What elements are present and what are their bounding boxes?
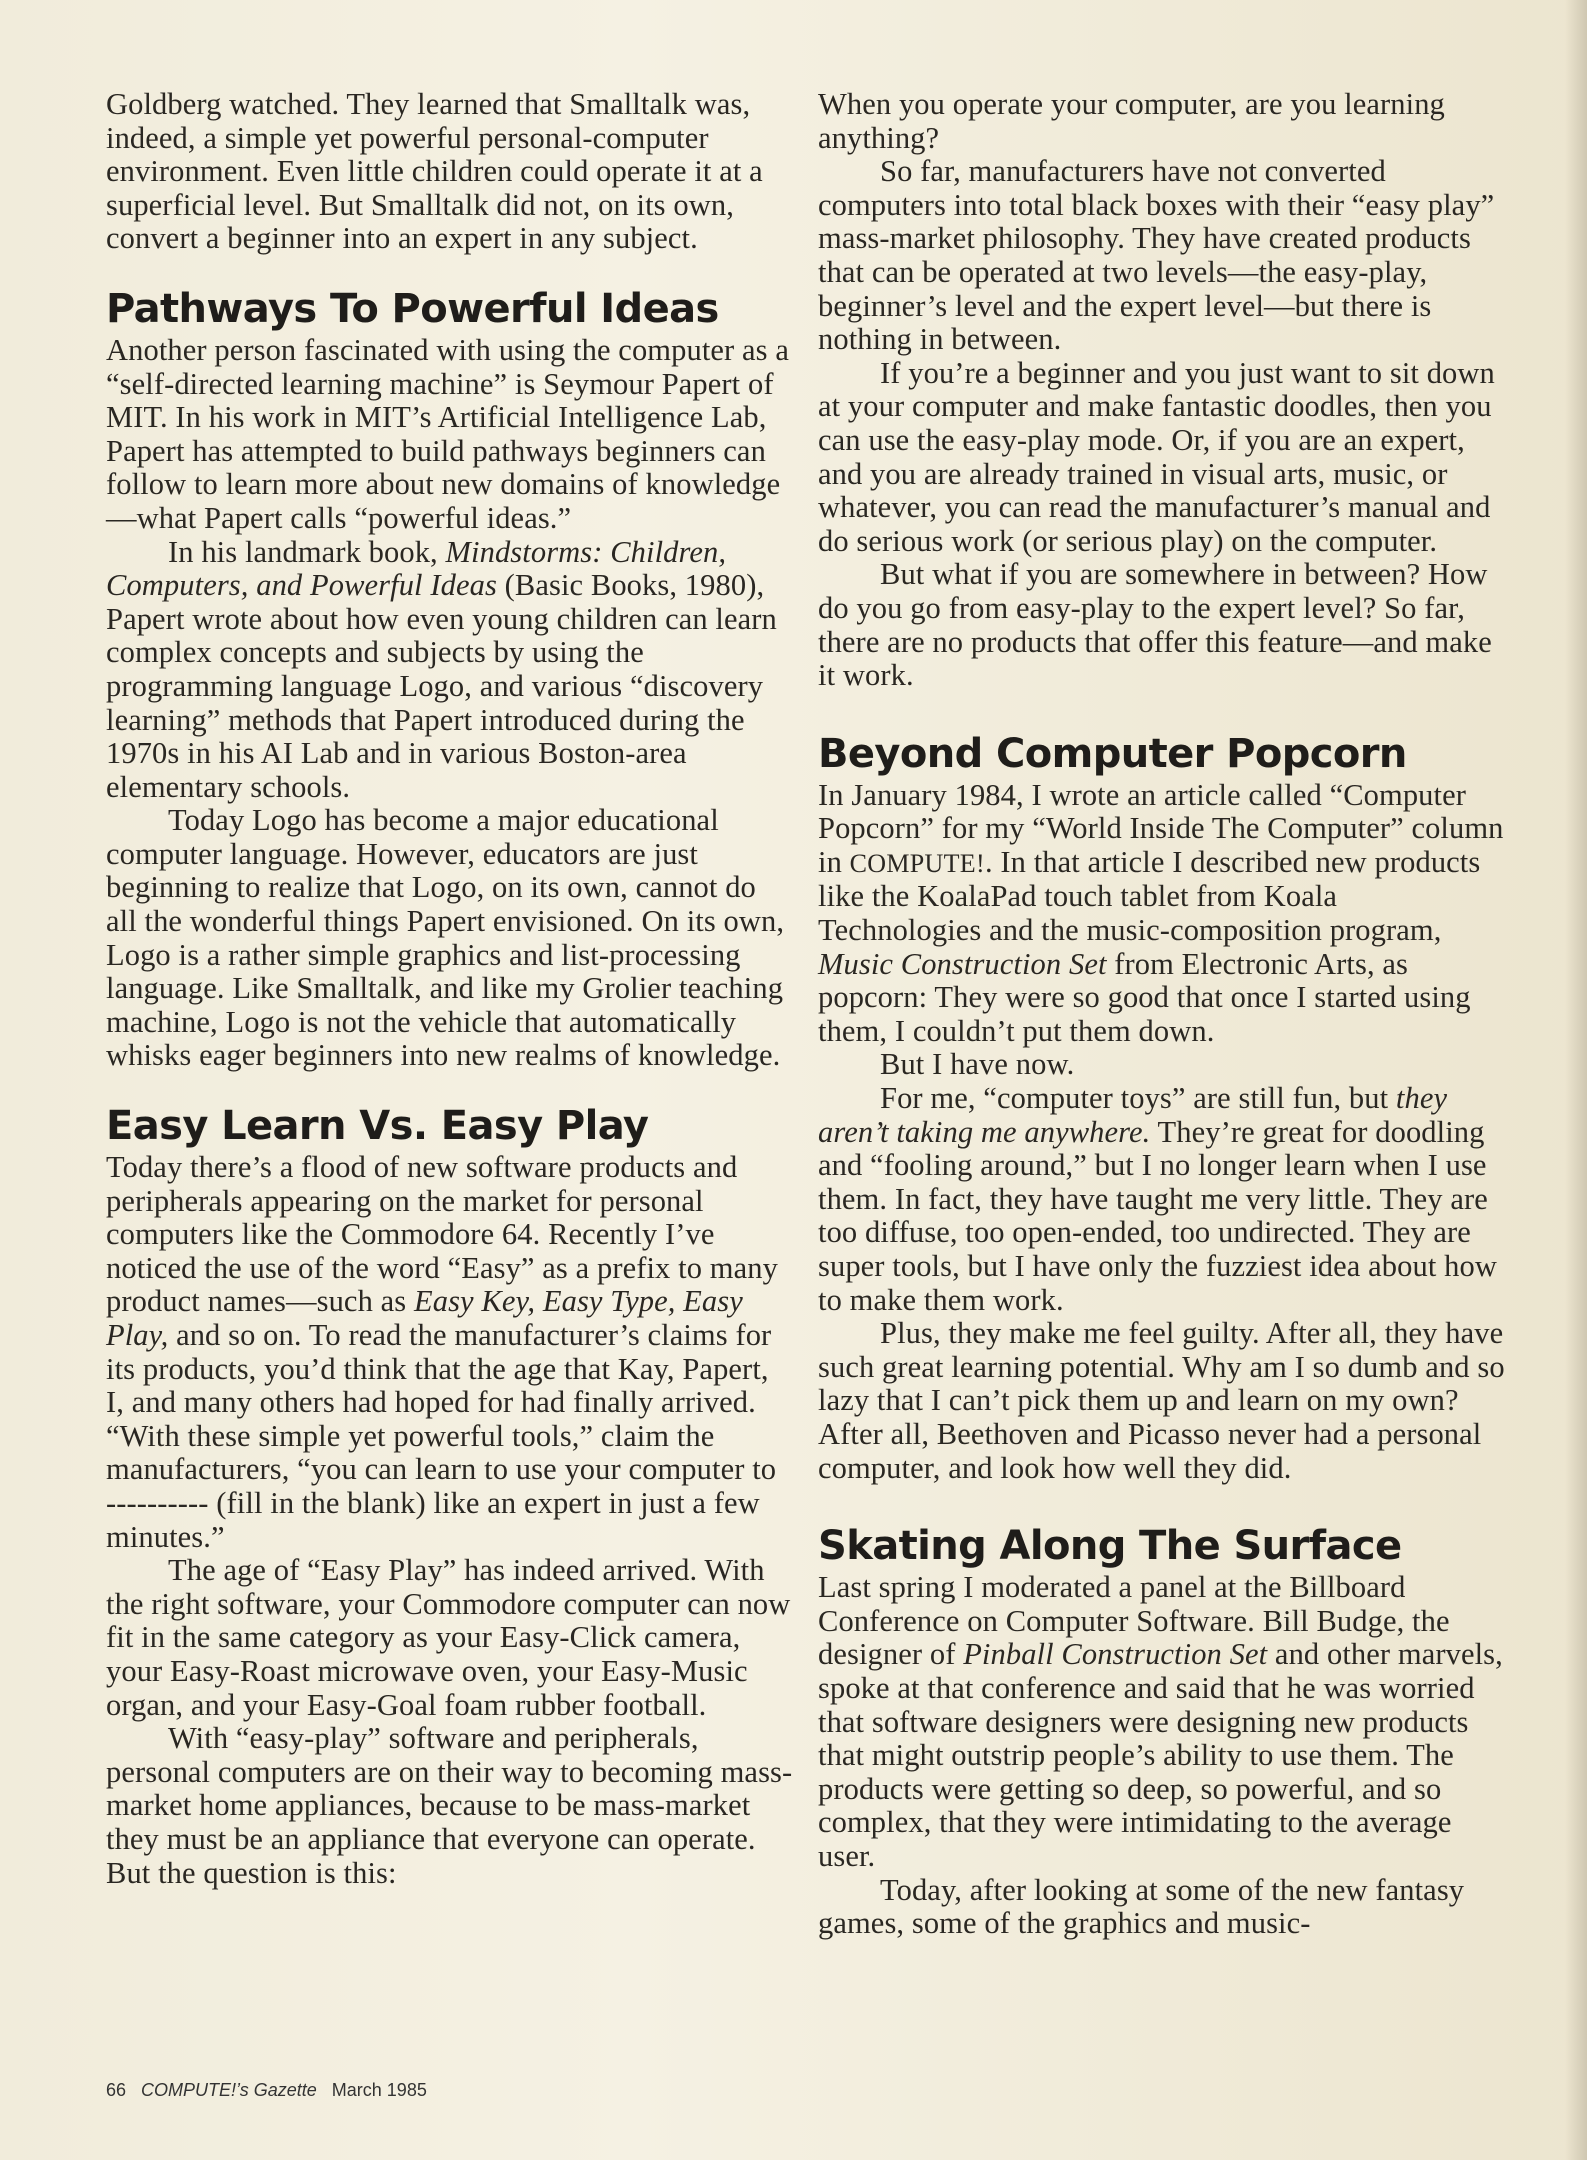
paragraph: So far, manufacturers have not converted computers into total black boxes with their “easy play” mass-market philosophy. They have created products that can be operated at two levels—the easy-play, beginner’s level and the expert level—but there is nothing in between. (818, 154, 1495, 357)
section-heading-popcorn: Beyond Computer Popcorn (818, 730, 1407, 777)
paragraph: The age of “Easy Play” has indeed arrived. With the right software, your Commodore computer can now fit in the same category as your Easy-Click camera, your Easy-Roast microwave oven, your Easy-Music organ, and your Easy-Goal foam rubber football. (106, 1553, 791, 1722)
paragraph: Today, after looking at some of the new fantasy games, some of the graphics and music- (818, 1872, 1465, 1941)
paragraph: Goldberg watched. They learned that Smalltalk was, indeed, a simple yet powerful personal-computer environment. Even little children could operate it at a superficial level. But Smalltalk did not, on its own, convert a beginner into an expert in any subject. (106, 87, 763, 256)
magazine-name: COMPUTE! (849, 848, 985, 878)
paragraph: Plus, they make me feel guilty. After all, they have such great learning potential. Why am I so dumb and so lazy that I can’t pick them up and learn on my own? After all, Beethoven and Picasso never had a personal computer, and look how well they did. (818, 1316, 1505, 1485)
paragraph: Today there’s a flood of new software products and peripherals appearing on the market for personal computers like the Commodore 64. Recently I’ve noticed the use of the word “Easy” as a prefix to many product names—such as Easy Key, Easy Type, Easy Play, and so on. To read the manufacturer’s claims for its products, you’d think that the age that Kay, Papert, I, and many others had hoped for had finally arrived. “With these simple yet powerful tools,” claim the manufacturers, “you can learn to use your computer to ---------- (fill in the blank) like an expert in just a few minutes.” (106, 1150, 778, 1554)
issue-date: March 1985 (331, 2080, 427, 2100)
emphasis: they aren’t taking me anywhere. (818, 1081, 1448, 1149)
paragraph: But what if you are somewhere in between? How do you go from easy-play to the expert level? So far, there are no products that offer this feature—and make it work. (818, 557, 1492, 693)
program-title: Music Construction Set (818, 946, 1107, 981)
section-heading-easy-learn: Easy Learn Vs. Easy Play (106, 1103, 649, 1150)
product-names: Easy Key, Easy Type, Easy Play, (106, 1284, 743, 1352)
page-footer (106, 2080, 437, 2101)
program-title: Pinball Construction Set (963, 1637, 1268, 1672)
paragraph: Last spring I moderated a panel at the Billboard Conference on Computer Software. Bill Budge, the designer of Pinball Construction Set and other marvels, spoke at that conference and said that he was worried that software designers were designing new products that might outstrip people’s ability to use them. The products were getting so deep, so powerful, and so complex, that they were intimidating to the average user. (818, 1570, 1503, 1873)
paragraph: With “easy-play” software and peripherals, personal computers are on their way to becoming mass-market home appliances, because to be mass-market they must be an appliance that everyone can operate. But the question is this: (106, 1721, 793, 1890)
paragraph: In his landmark book, Mindstorms: Children, Computers, and Powerful Ideas (Basic Books, 1980), Papert wrote about how even young children can learn complex concepts and subjects by using the programming language Logo, and various “discovery learning” methods that Papert introduced during the 1970s in his AI Lab and in various Boston-area elementary schools. (106, 534, 777, 804)
paragraph: When you operate your computer, are you learning anything? (818, 87, 1445, 155)
page-number: 66 (106, 2080, 127, 2100)
paragraph: Another person fascinated with using the computer as a “self-directed learning machine” is Seymour Papert of MIT. In his work in MIT’s Artificial Intelligence Lab, Papert has attempted to build pathways beginners can follow to learn more about new domains of knowledge—what Papert calls “powerful ideas.” (106, 332, 789, 535)
book-title: Mindstorms: Children, Computers, and Powerful Ideas (106, 534, 727, 603)
left-column (106, 88, 794, 1890)
section-heading-pathways: Pathways To Powerful Ideas (106, 285, 719, 332)
paragraph: If you’re a beginner and you just want to sit down at your computer and make fantastic doodles, then you can use the easy-play mode. Or, if you are an expert, and you are already trained in visual arts, music, or whatever, you can read the manufacturer’s manual and do serious work (or serious play) on the computer. (818, 355, 1495, 558)
paragraph: For me, “computer toys” are still fun, but they aren’t taking me anywhere. They’re great for doodling and “fooling around,” but I no longer learn when I use them. In fact, they have taught me very little. They are too diffuse, too open-ended, too undirected. They are super tools, but I have only the fuzziest idea about how to make them work. (818, 1081, 1497, 1317)
paragraph: In January 1984, I wrote an article called “Computer Popcorn” for my “World Inside The Computer” column in COMPUTE!. In that article I described new products like the KoalaPad touch tablet from Koala Technologies and the music-composition program, Music Construction Set from Electronic Arts, as popcorn: They were so good that once I started using them, I couldn’t put them down. (818, 777, 1504, 1048)
paragraph: But I have now. (880, 1047, 1075, 1082)
page-edge-shadow (1565, 0, 1587, 2160)
magazine-title: COMPUTE!’s Gazette (141, 2080, 317, 2100)
paragraph: Today Logo has become a major educational computer language. However, educators are just beginning to realize that Logo, on its own, cannot do all the wonderful things Papert envisioned. On its own, Logo is a rather simple graphics and list-processing language. Like Smalltalk, and like my Grolier teaching machine, Logo is not the vehicle that automatically whisks eager beginners into new realms of knowledge. (106, 803, 785, 1073)
right-column (818, 88, 1506, 1941)
section-heading-skating: Skating Along The Surface (818, 1523, 1402, 1570)
